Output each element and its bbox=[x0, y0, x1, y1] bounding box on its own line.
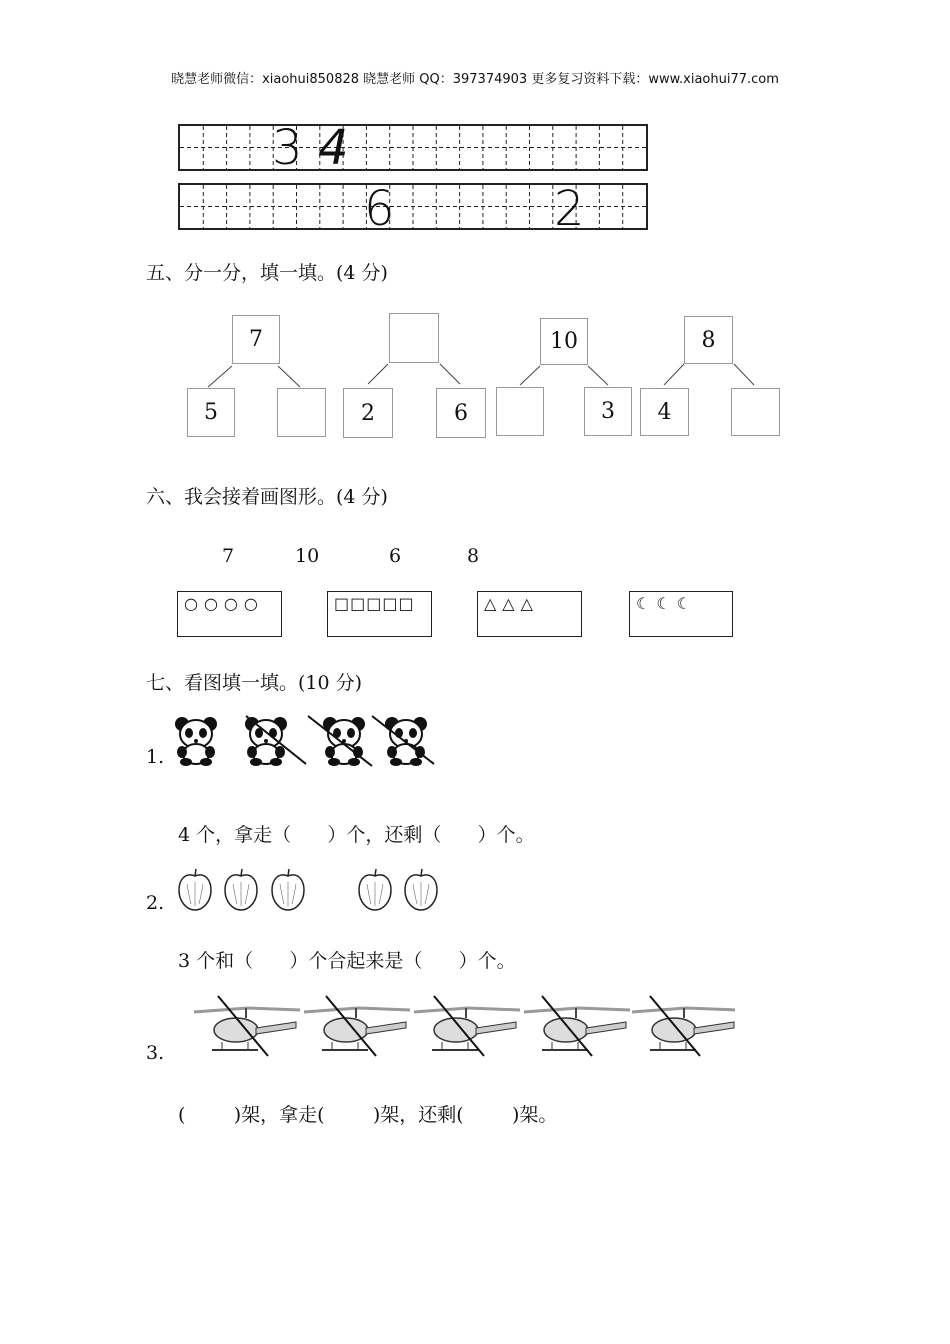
helicopter-icons bbox=[190, 994, 735, 1060]
panda-icons bbox=[172, 712, 442, 767]
tree4-left: 4 bbox=[640, 388, 689, 436]
tree2-right: 6 bbox=[436, 388, 486, 438]
tree1-left: 5 bbox=[187, 388, 235, 437]
grid-digit: 3 bbox=[272, 120, 303, 176]
tree4-right[interactable] bbox=[731, 388, 780, 436]
shape-count: 8 bbox=[467, 545, 480, 567]
squares-box[interactable]: □□□□□ bbox=[327, 591, 432, 637]
apple-icons bbox=[175, 866, 445, 914]
section7-title: 七、看图填一填。(10 分) bbox=[146, 672, 363, 694]
grid-digit: 4 bbox=[318, 120, 349, 176]
shape-count: 10 bbox=[295, 545, 320, 567]
question-number: 2. bbox=[146, 892, 165, 914]
question-2-text: 3 个和（ ）个合起来是（ ）个。 bbox=[178, 950, 516, 972]
tree4-top: 8 bbox=[684, 316, 733, 364]
tree3-right: 3 bbox=[584, 387, 632, 436]
writing-grid-row-2 bbox=[178, 181, 648, 237]
grid-digit: 6 bbox=[364, 181, 395, 237]
page-header: 晓慧老师微信：xiaohui850828 晓慧老师 QQ：397374903 更多复习资料下载：www.xiaohui77.com bbox=[171, 72, 779, 87]
shape-count: 6 bbox=[389, 545, 402, 567]
shape-count: 7 bbox=[222, 545, 235, 567]
question-number: 1. bbox=[146, 746, 165, 768]
circles-box[interactable]: ○○○○ bbox=[177, 591, 282, 637]
tree3-top: 10 bbox=[540, 318, 588, 365]
tree3-left[interactable] bbox=[496, 387, 544, 436]
moons-box[interactable]: ☾☾☾ bbox=[629, 591, 733, 637]
tree2-left: 2 bbox=[343, 388, 393, 438]
grid-digit: 2 bbox=[554, 181, 585, 237]
question-1-text: 4 个，拿走（ ）个，还剩（ ）个。 bbox=[178, 824, 535, 846]
tree1-right[interactable] bbox=[277, 388, 326, 437]
triangles-box[interactable]: △△△ bbox=[477, 591, 582, 637]
question-3-text: ( )架，拿走( )架，还剩( )架。 bbox=[178, 1104, 558, 1126]
section5-title: 五、分一分，填一填。(4 分) bbox=[146, 262, 388, 284]
section6-title: 六、我会接着画图形。(4 分) bbox=[146, 486, 388, 508]
writing-grid-row-1 bbox=[178, 120, 648, 176]
tree1-top: 7 bbox=[232, 315, 280, 364]
grid-lines bbox=[180, 126, 646, 169]
tree2-top[interactable] bbox=[389, 313, 439, 363]
question-number: 3. bbox=[146, 1042, 165, 1064]
